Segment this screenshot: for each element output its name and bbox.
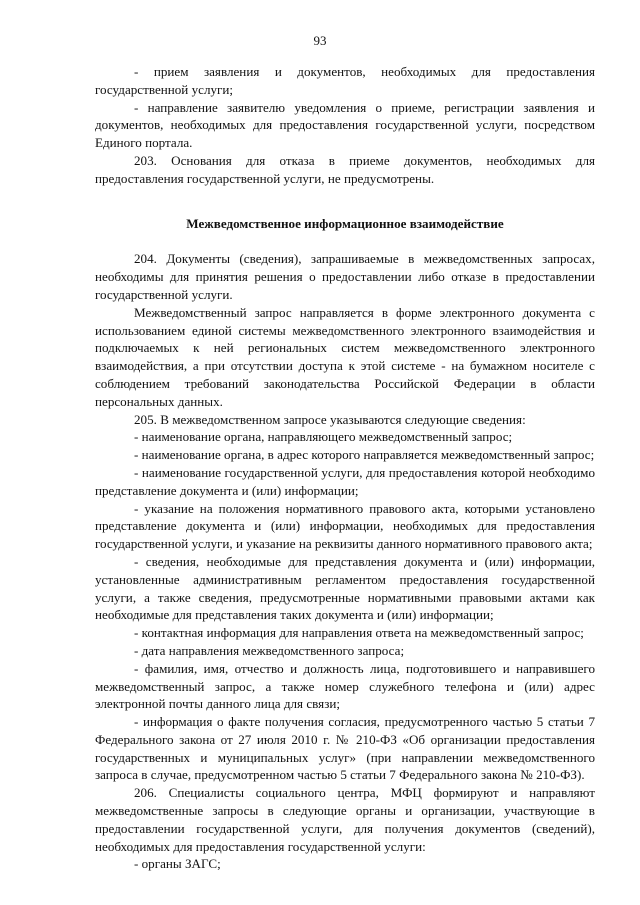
list-item: - органы ЗАГС; bbox=[134, 856, 221, 872]
list-item: - дата направления межведомственного запроса; bbox=[134, 642, 405, 658]
paragraph: 206. Специалисты социального центра, МФЦ формируют и направляют межведомственные запросы в следующие органы и организации, участвующие в предоставлении государственной услуги, для получения документов (сведений), необходимых для предоставления государственной услуги: bbox=[95, 785, 595, 854]
document-body bbox=[95, 63, 595, 873]
page-number: 93 bbox=[313, 33, 327, 48]
paragraph: 204. Документы (сведения), запрашиваемые в межведомственных запросах, необходимы для принятия решения о предоставлении либо отказе в предоставлении государственной услуги. bbox=[95, 251, 595, 302]
list-item: - указание на положения нормативного правового акта, которыми установлено представление документа и (или) информации, необходимых для предоставления государственной услуги, и указание на реквизиты данного нормативного правового акта; bbox=[95, 500, 595, 552]
paragraph: Межведомственный запрос направляется в форме электронного документа с использованием единой системы межведомственного электронного взаимодействия и подключаемых к ней региональных систем межведомственного электронного взаимодействия, а при отсутствии доступа к этой системе - на бумажном носителе с соблюдением требований законодательства Российской Федерации в области персональных данных. bbox=[95, 304, 595, 409]
list-item: - сведения, необходимые для представления документа и (или) информации, установленные административным регламентом предоставления государственной услуги, а также сведения, предусмотренные нормативными правовыми актами как необходимые для представления таких документа и (или) информации; bbox=[95, 553, 595, 623]
paragraph: 203. Основания для отказа в приеме документов, необходимых для предоставления государственной услуги, не предусмотрены. bbox=[95, 152, 595, 186]
paragraph: 205. В межведомственном запросе указываются следующие сведения: bbox=[134, 411, 526, 427]
list-item: - контактная информация для направления ответа на межведомственный запрос; bbox=[134, 625, 584, 641]
list-item: - наименование органа, в адрес которого направляется межведомственный запрос; bbox=[134, 447, 595, 463]
paragraph: - направление заявителю уведомления о приеме, регистрации заявления и документов, необходимых для предоставления государственной услуги, посредством Единого портала. bbox=[95, 99, 595, 151]
section-heading: Межведомственное информационное взаимодействие bbox=[186, 215, 504, 231]
paragraph: - прием заявления и документов, необходимых для предоставления государственной услуги; bbox=[95, 64, 595, 97]
list-item: - наименование органа, направляющего межведомственный запрос; bbox=[134, 429, 513, 445]
list-item: - фамилия, имя, отчество и должность лица, подготовившего и направившего межведомственный запрос, а также номер служебного телефона и (или) адрес электронной почты данного лица для связи; bbox=[95, 660, 595, 712]
list-item: - наименование государственной услуги, для предоставления которой необходимо представление документа и (или) информации; bbox=[95, 464, 595, 498]
list-item: - информация о факте получения согласия, предусмотренного частью 5 статьи 7 Федерального закона от 27 июля 2010 г. № 210-ФЗ «Об организации предоставления государственных и муниципальных услуг» (при направлении межведомственного запроса в случае, предусмотренном частью 5 статьи 7 Федерального закона № 210-ФЗ). bbox=[95, 714, 595, 783]
